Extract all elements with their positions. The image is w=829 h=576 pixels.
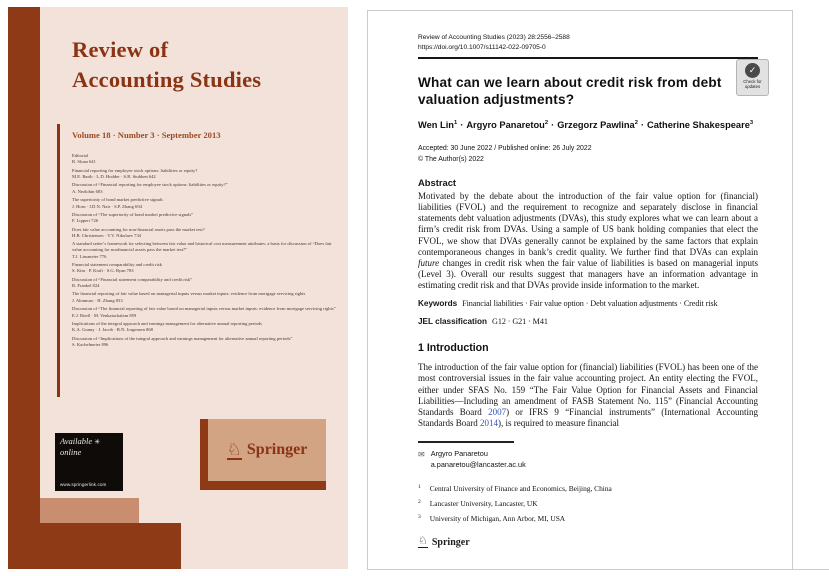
citation-link-2007[interactable]: 2007 — [488, 406, 507, 417]
section-heading-introduction: 1 Introduction — [418, 342, 489, 355]
envelope-icon: ✉ — [418, 449, 425, 459]
toc-entry — [72, 306, 342, 318]
author: Wen Lin$^1$ — [418, 120, 458, 131]
toc-entry-title: A standard setter’s framework for selecting between fair value and historical cost measurement attributes: a basis for discussion of “Does fair value accounting for nonfinancial assets pass the market test?” — [72, 241, 332, 253]
journal-citation: Review of Accounting Studies (2023) 28:2556–2588 — [418, 34, 570, 41]
toc-entry — [72, 291, 342, 303]
cover-springer-logo — [208, 419, 326, 481]
toc-entry — [72, 182, 342, 194]
toc-entry — [72, 241, 342, 259]
article-content — [418, 11, 758, 548]
affiliation-row: 3 University of Michigan, Ann Arbor, MI, USA — [418, 513, 566, 523]
toc-entry-authors: F. Lippert 726 — [72, 218, 99, 224]
available-online-line1: Available ✳ — [60, 436, 101, 446]
abstract-text: Motivated by the debate about the introduction of the fair value option for (financial) liabilities (FVOL) and the requirement to recognize and separately disclose in financial statements debt valuation adjustments (DVAs), this study explores what we can learn about a firm’s credit risk from DVAs. Using a sample of US bank holding companies that elect the FVOL, we show that DVAs generally cannot be explained by the same factors that explain contemporaneous changes in bank’s credit quality. We further find that DVAs can explain future changes in credit risk when the fair value of liabilities is based on managerial inputs (Level 3). Overall our results suggest that managers have an information advantage in estimating credit risk and that DVAs provide inside information to the market. — [418, 190, 758, 291]
toc-entry-title: Discussion of “The superiority of bond market predictive signals” — [72, 211, 194, 217]
toc-entry-authors: J. Horn · I.D.N. Nair · S.P. Zhang 694 — [72, 203, 142, 209]
toc-entry-title: Financial reporting for employee stock options: liabilities or equity? — [72, 167, 198, 173]
toc-entry — [72, 197, 342, 209]
springer-footer-logo — [418, 536, 758, 548]
correspondence-email[interactable]: a.panaretou@lancaster.ac.uk — [430, 459, 526, 469]
toc-entry — [72, 277, 342, 289]
toc-entry-title: Discussion of “Implications of the integral approach and earnings management for alternative annual reporting periods” — [72, 335, 293, 341]
toc-entry-title: Implications of the integral approach and earnings management for alternative annual reporting periods — [72, 320, 263, 326]
toc-entry-title: The superiority of bond market predictive signals — [72, 197, 163, 203]
springerlink-url[interactable]: www.springerlink.com — [60, 482, 107, 487]
cover-step-maroon — [40, 523, 181, 569]
toc-entry-authors: M.E. Barth · L.D. Hodder · S.R. Stubben 642 — [72, 174, 156, 180]
citation-link-2014[interactable]: 2014 — [480, 418, 498, 429]
doi-link[interactable]: https://doi.org/10.1007/s11142-022-09705-0 — [418, 43, 546, 51]
publication-dates — [418, 144, 758, 165]
toc-entry-authors: S. Kachelmeier 896 — [72, 341, 109, 347]
available-online-badge[interactable] — [55, 433, 123, 491]
correspondence-details — [431, 449, 526, 471]
toc-entry-authors: J. Altamuro · H. Zhang 833 — [72, 297, 123, 303]
abstract-heading: Abstract — [418, 176, 457, 188]
toc-entry-title: Discussion of “The financial reporting of fair value based on managerial inputs versus market inputs: evidence from mortgage servicing rights” — [72, 306, 336, 312]
article-title: What can we learn about credit risk from debt valuation adjustments? — [418, 75, 722, 108]
crossmark-icon: ✓ — [745, 63, 760, 78]
toc-entry-title: Discussion of “Financial statement comparability and credit risk” — [72, 276, 193, 282]
cover-step-tan — [40, 498, 139, 523]
article-header — [418, 33, 758, 52]
journal-cover — [8, 7, 348, 569]
springer-knight-icon: ♘ — [418, 534, 428, 547]
affiliation-text: Lancaster University, Lancaster, UK — [429, 498, 538, 508]
author: Catherine Shakespeare$^3$ — [647, 120, 754, 131]
author: Grzegorz Pawlina$^2$ — [557, 120, 638, 131]
accepted-line: Accepted: 30 June 2022 / Published online: 26 July 2022 — [418, 145, 592, 153]
affiliations-list — [418, 484, 758, 523]
keywords-text: Financial liabilities · Fair value option · Debt valuation adjustments · Credit risk — [462, 299, 718, 309]
article-page — [367, 10, 793, 570]
footnote-rule — [418, 441, 514, 443]
toc-entry-authors: H.B. Christensen · V.V. Nikolaev 734 — [72, 232, 142, 238]
affiliation-row: 2 Lancaster University, Lancaster, UK — [418, 498, 538, 508]
affiliation-text: University of Michigan, Ann Arbor, MI, USA — [429, 513, 566, 523]
affiliation-row: 1 Central University of Finance and Economics, Beijing, China — [418, 483, 612, 493]
jel-codes: G12 · G21 · M41 — [492, 317, 548, 327]
jel-line — [418, 317, 758, 326]
toc-entry — [72, 321, 342, 333]
journal-title-line1: Review of — [72, 37, 169, 62]
toc-entry-authors: R. Frankel 824 — [72, 283, 100, 289]
available-online-line2: online — [60, 446, 82, 457]
page-bottom-border — [367, 569, 829, 570]
header-rule — [418, 57, 758, 59]
check-for-updates-label: Check for updates — [743, 79, 762, 90]
jel-label: JEL classification — [418, 317, 488, 327]
springer-wordmark: Springer — [431, 536, 470, 548]
author: Argyro Panaretou$^2$ — [466, 120, 549, 131]
cover-table-of-contents — [72, 153, 342, 350]
toc-entry-authors: R. Sloan 641 — [72, 159, 96, 165]
toc-entry — [72, 153, 342, 165]
springer-knight-icon: ♘ — [226, 439, 242, 459]
affiliation-text: Central University of Finance and Economics, Beijing, China — [429, 483, 612, 493]
correspondence-block — [418, 449, 758, 471]
author-line: Wen Lin$^1$ · Argyro Panaretou$^2$ · Grzegorz Pawlina$^2$ · Catherine Shakespeare$^3$ — [418, 120, 754, 131]
cover-vertical-rule — [57, 124, 60, 397]
cover-volume-line: Volume 18 · Number 3 · September 2013 — [72, 130, 221, 140]
introduction-paragraph: The introduction of the fair value option for (financial) liabilities (FVOL) has been one of the most controversial issues in the fair value accounting project. An entity electing the FVOL, either under SFAS No. 159 “The Fair Value Option for Financial Assets and Financial Liabilities—Including an amendment of FASB Statement No. 115” (Financial Accounting Standards Board 2007) or IFRS 9 “Financial instruments” (International Accounting Standards Board 2014), is required to measure financial — [418, 362, 758, 429]
springerlink-flower-icon: ✳ — [94, 438, 101, 446]
toc-entry-title: The financial reporting of fair value based on managerial inputs versus market inputs: evidence from mortgage servicing rights — [72, 291, 306, 297]
springer-wordmark: Springer — [246, 441, 308, 458]
cover-springer-logo-box — [200, 419, 326, 490]
toc-entry — [72, 168, 342, 180]
journal-title-line2: Accounting Studies — [72, 67, 262, 92]
toc-entry-title: Does fair value accounting for non-financial assets pass the market test? — [72, 226, 205, 232]
italic-word: future — [418, 257, 440, 268]
toc-entry-authors: K.A. Gunny · J. Jacob · B.N. Jorgensen 868 — [72, 327, 153, 333]
toc-entry-authors: E.J. Riedl · M. Venkatachalam 859 — [72, 312, 137, 318]
keywords-label: Keywords — [418, 299, 458, 309]
toc-entry-title: Financial statement comparability and credit risk — [72, 262, 162, 267]
toc-entry-title: Discussion of “Financial reporting for employee stock options: liabilities or equity?” — [72, 182, 228, 188]
correspondence-name: Argyro Panaretou — [430, 448, 488, 458]
toc-entry — [72, 212, 342, 224]
copyright-line: © The Author(s) 2022 — [418, 155, 484, 163]
toc-entry-authors: S. Kim · P. Kraft · S.G. Ryan 783 — [72, 268, 134, 274]
toc-entry — [72, 336, 342, 348]
keywords-line — [418, 299, 758, 308]
toc-entry-title: Editorial — [72, 153, 89, 158]
cover-left-band — [8, 7, 40, 569]
journal-title — [72, 35, 261, 95]
toc-entry-authors: A. Nezlobin 683 — [72, 188, 103, 194]
toc-entry-authors: T.J. Linsmeier 776 — [72, 253, 107, 259]
toc-entry — [72, 227, 342, 239]
toc-entry — [72, 262, 342, 274]
